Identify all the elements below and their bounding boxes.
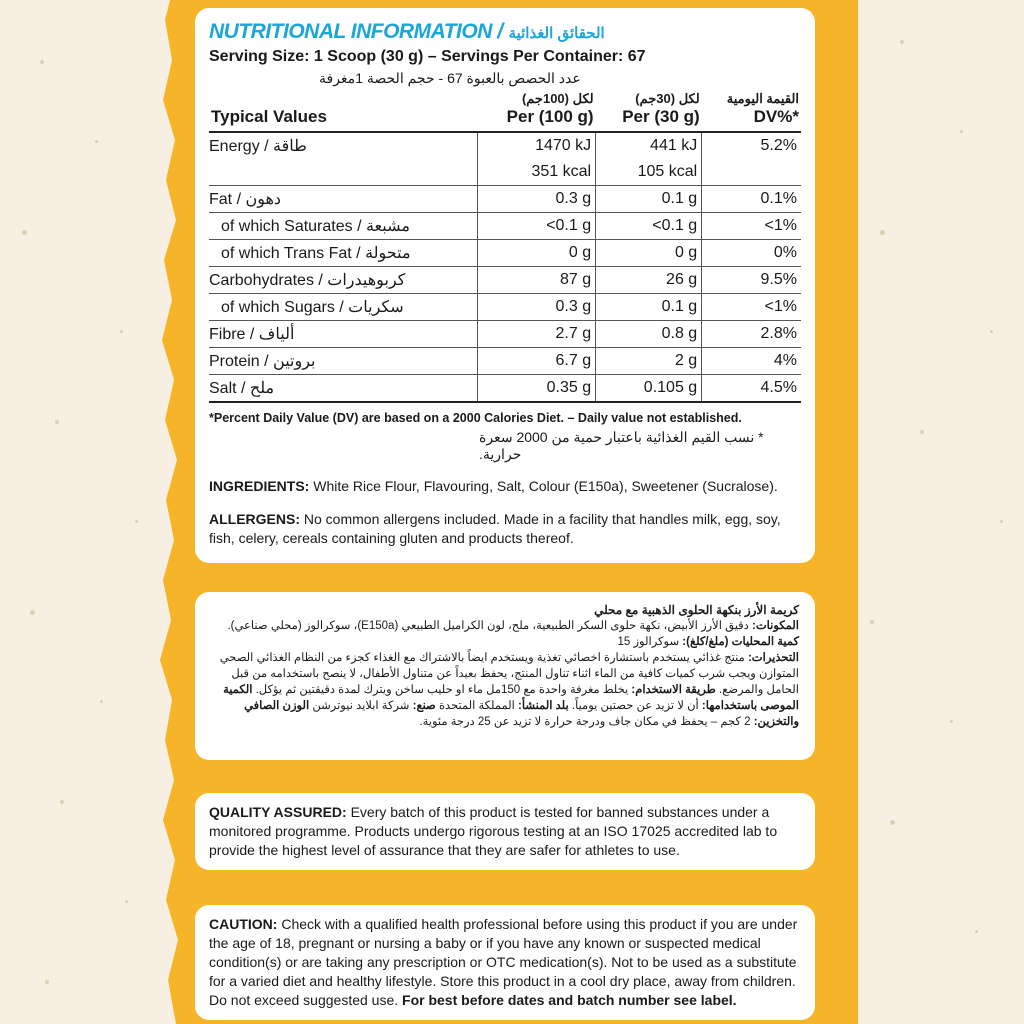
dv-footnote: *Percent Daily Value (DV) are based on a 2000 Calories Diet. – Daily value not established. (209, 411, 742, 425)
row-per30: 441 kJ (596, 132, 702, 159)
row-per100: 351 kcal (477, 159, 595, 186)
row-name: Fat / دهون (209, 186, 477, 213)
arabic-sweetener-label: كمية المحليات (ملغ/كلغ): (682, 636, 799, 648)
row-dv: 0.1% (702, 186, 801, 213)
arabic-ingredients-label: المكونات: (752, 620, 799, 632)
row-per100: 2.7 g (477, 321, 595, 348)
row-dv: 4.5% (702, 375, 801, 403)
row-per30: 0.1 g (596, 294, 702, 321)
ingredients-section (209, 477, 801, 496)
row-per30: <0.1 g (596, 213, 702, 240)
row-per100: 0.3 g (477, 186, 595, 213)
row-per100: 0 g (477, 240, 595, 267)
caution-text: Check with a qualified health professional before using this product if you are under the age of 18, pregnant or nursing a baby or if you have any known or suspected medical condition(s) or are taking any prescription or OTC medication(s). Not to be used as a substitute for a varied diet and healthy lifestyle. Store this product in a cool dry place, away from children. Do not exceed suggested use. (209, 916, 798, 1008)
arabic-warnings-label: التحذيرات: (747, 652, 799, 664)
row-per100: 87 g (477, 267, 595, 294)
table-row (209, 348, 801, 375)
row-name: Energy / طاقة (209, 138, 307, 155)
arabic-warnings: منتج غذائي يستخدم باستشارة اخصائي تغذية ويستخدم ايضاً بالاشتراك مع الغذاء كجزء من النظام الغذائي الصحي المتوازن ويجب شرب كميات كافية من الماء اثناء تناول المنتج، يحفظ بعيداً عن متناول الأطفال، لا ينصح باستخدامه من قبل الحامل والمرضع. (219, 652, 799, 696)
row-dv: <1% (702, 294, 801, 321)
arabic-sweetener: سوكرالوز 15 (617, 636, 683, 648)
row-name: Fibre / ألياف (209, 321, 477, 348)
row-per100: <0.1 g (477, 213, 595, 240)
header-dv: القيمة اليومية DV%* (726, 91, 799, 126)
ingredients-label: INGREDIENTS: (209, 478, 310, 494)
row-dv: 9.5% (702, 267, 801, 294)
row-per30: 2 g (596, 348, 702, 375)
quality-panel (195, 793, 815, 870)
table-row (209, 240, 801, 267)
nutrition-panel (195, 8, 815, 563)
row-per100: 1470 kJ (477, 132, 595, 159)
arabic-ingredients: دقيق الأرز الأبيض، نكهة حلوى السكر الطبيعية، ملح، لون الكراميل الطبيعي (E150a)، سوكرالوز (محلي صناعي). (227, 620, 752, 632)
table-row (209, 186, 801, 213)
row-per30: 26 g (596, 267, 702, 294)
row-per30: 105 kcal (596, 159, 702, 186)
serving-info-arabic: عدد الحصص بالعبوة 67 - حجم الحصة 1مغرفة (319, 70, 581, 86)
allergens-text: No common allergens included. Made in a facility that handles milk, egg, soy, fish, celery, cereals containing gluten and products thereof. (209, 511, 781, 546)
row-dv: 4% (702, 348, 801, 375)
row-dv (702, 159, 801, 186)
header-per30: لكل (30جم) Per (30 g) (622, 91, 700, 126)
header-typical: Typical Values (211, 107, 327, 126)
caution-panel (195, 905, 815, 1020)
arabic-weight: 2 كجم – يحفظ في مكان جاف ودرجة حرارة لا تزيد عن 25 درجة مئوية. (419, 716, 754, 728)
table-row (209, 213, 801, 240)
arabic-dose: أن لا تزيد عن حصتين يومياً. (571, 700, 702, 712)
serving-info: Serving Size: 1 Scoop (30 g) – Servings Per Container: 67 (209, 48, 646, 65)
header-per100: لكل (100جم) Per (100 g) (506, 91, 594, 126)
allergens-label: ALLERGENS: (209, 511, 300, 527)
caution-label: CAUTION: (209, 916, 278, 932)
nutrition-title-arabic: الحقائق الغذائية (508, 25, 605, 42)
arabic-info-panel (195, 592, 815, 760)
row-name (209, 159, 477, 186)
row-per30: 0.105 g (596, 375, 702, 403)
arabic-usage: يخلط مغرفة واحدة مع 150مل ماء او حليب ساخن ويترك لمدة دقيقتين ثم يؤكل. (255, 684, 632, 696)
table-row (209, 159, 801, 186)
row-dv: 0% (702, 240, 801, 267)
row-name: of which Saturates / مشبعة (209, 213, 477, 240)
dv-footnote-arabic: * نسب القيم الغذائية باعتبار حمية من 2000 سعرة حرارية. (479, 429, 764, 462)
arabic-product-title: كريمة الأرز بنكهة الحلوى الذهبية مع محلي (594, 603, 799, 617)
row-name: Protein / بروتين (209, 348, 477, 375)
row-name: Carbohydrates / كربوهيدرات (209, 267, 477, 294)
row-dv: 2.8% (702, 321, 801, 348)
row-per30: 0.1 g (596, 186, 702, 213)
caution-bold-end: For best before dates and batch number see label. (402, 992, 737, 1008)
table-row (209, 375, 801, 403)
nutrition-table (209, 91, 801, 403)
arabic-weight-label: الوزن الصافي والتخزين: (244, 700, 799, 728)
row-per30: 0.8 g (596, 321, 702, 348)
nutrition-title-row (209, 20, 801, 44)
row-dv: 5.2% (702, 132, 801, 159)
table-row (209, 132, 801, 159)
table-row (209, 321, 801, 348)
table-row (209, 267, 801, 294)
row-per30: 0 g (596, 240, 702, 267)
arabic-maker: شركة ابلايد نيوترشن (312, 700, 413, 712)
ingredients-text: White Rice Flour, Flavouring, Salt, Colour (E150a), Sweetener (Sucralose). (309, 478, 778, 494)
row-name: of which Sugars / سكريات (209, 294, 477, 321)
arabic-details (211, 618, 799, 730)
row-name: of which Trans Fat / متحولة (209, 240, 477, 267)
arabic-usage-label: طريقة الاستخدام: (631, 684, 716, 696)
row-name: Salt / ملح (209, 375, 477, 403)
allergens-section (209, 510, 801, 548)
table-row (209, 294, 801, 321)
arabic-origin-label: بلد المنشأ: (518, 700, 569, 712)
quality-text: Every batch of this product is tested for banned substances under a monitored programme. Products undergo rigorous testing at an ISO 17025 accredited lab to provide the highest level of assurance that they are safer for athletes to use. (209, 804, 778, 858)
arabic-origin: المملكة المتحدة (439, 700, 519, 712)
quality-label: QUALITY ASSURED: (209, 804, 347, 820)
nutrition-title: NUTRITIONAL INFORMATION / (209, 20, 503, 43)
row-per100: 0.3 g (477, 294, 595, 321)
arabic-dose-label: الكمية الموصى باستخدامها: (223, 684, 799, 712)
row-dv: <1% (702, 213, 801, 240)
row-per100: 0.35 g (477, 375, 595, 403)
arabic-maker-label: صنع: (412, 700, 436, 712)
row-per100: 6.7 g (477, 348, 595, 375)
